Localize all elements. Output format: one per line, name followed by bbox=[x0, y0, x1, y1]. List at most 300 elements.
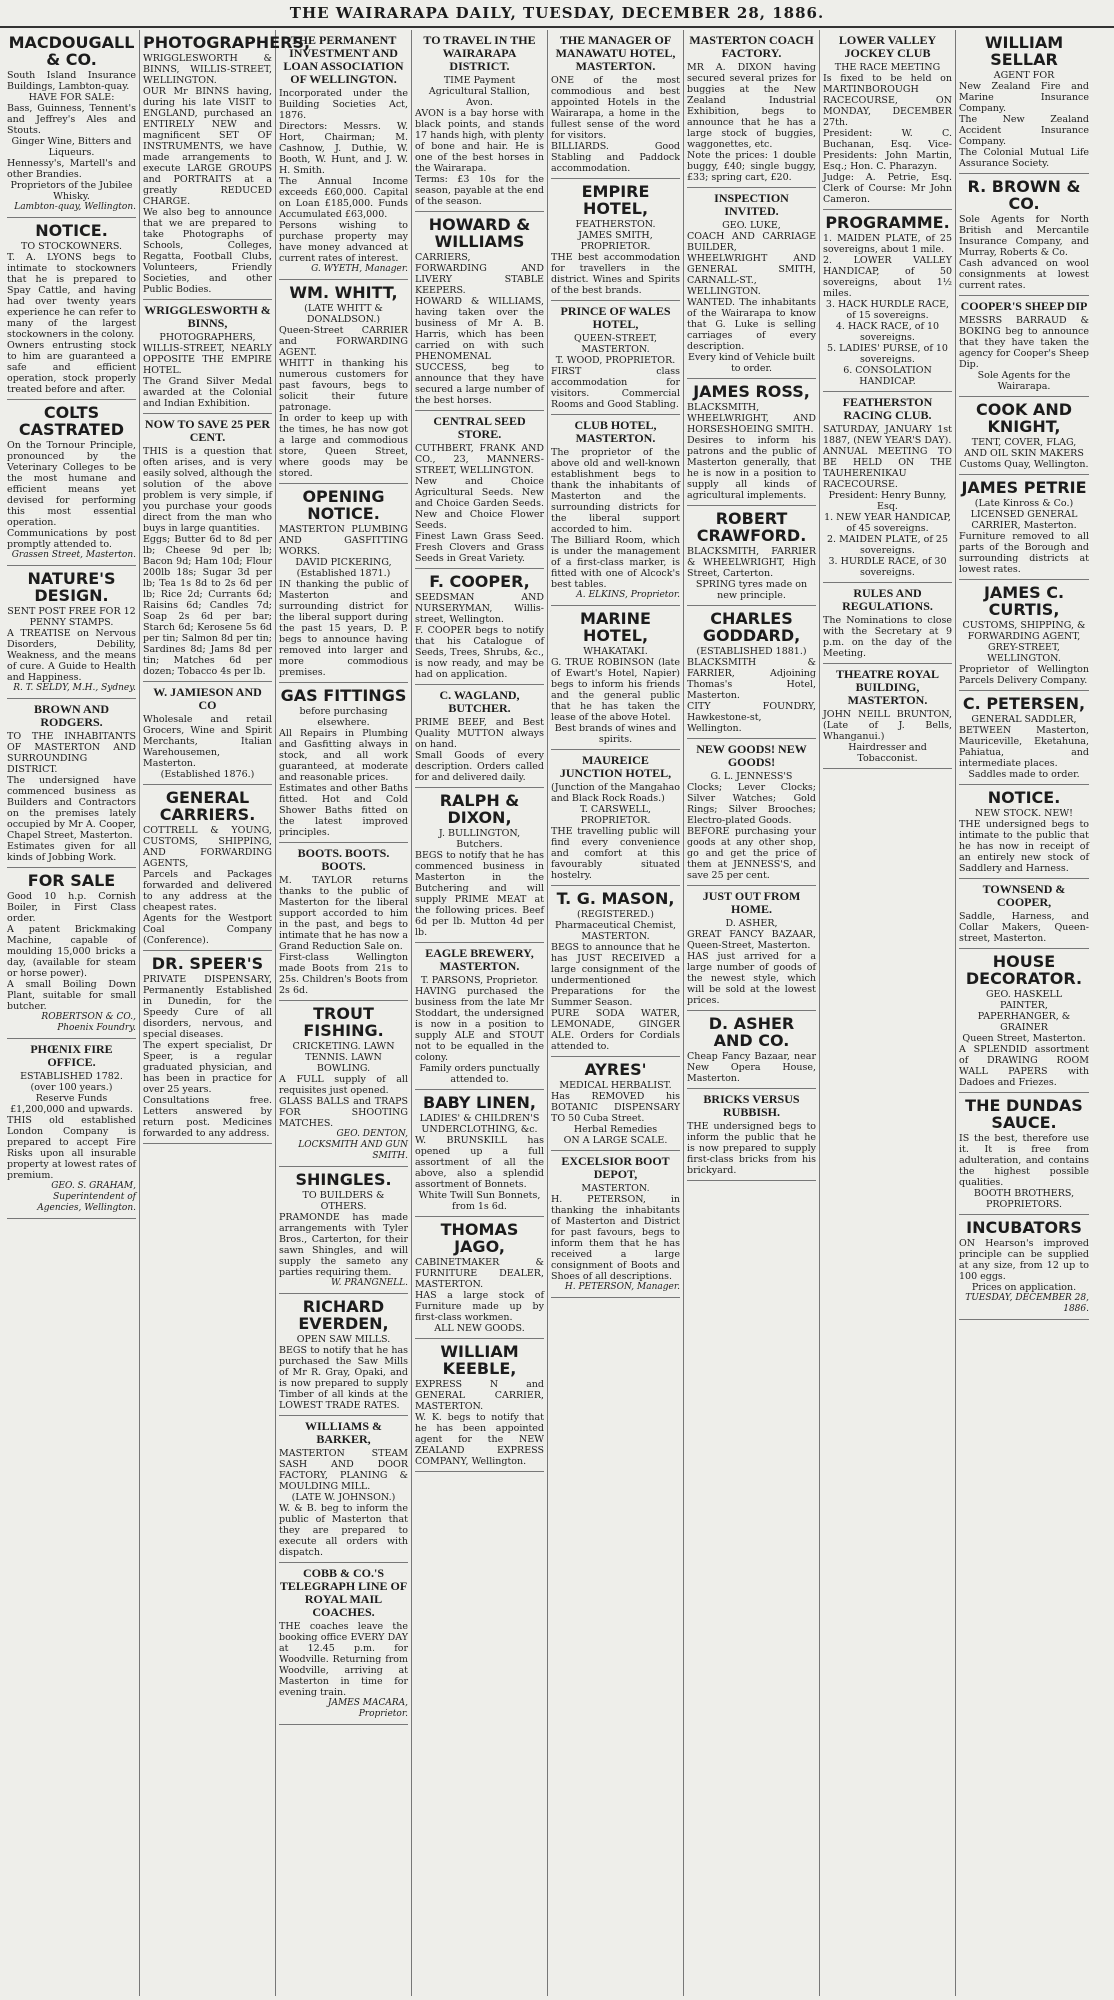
ad-text: New Zealand Fire and Marine Insurance Company. bbox=[959, 81, 1089, 114]
advertisement bbox=[687, 606, 816, 739]
ad-text: Reserve Funds £1,200,000 and upwards. bbox=[10, 1093, 133, 1115]
ad-text: BETWEEN Masterton, Mauriceville, Eketahuna, Pahiatua, and intermediate places. bbox=[959, 725, 1089, 769]
ad-text: TO STOCKOWNERS. bbox=[20, 241, 123, 252]
column-5 bbox=[548, 30, 684, 1996]
ad-text: Judge: A. Petrie, Esq. Clerk of Course: Mr John Cameron. bbox=[823, 172, 952, 205]
column-7 bbox=[820, 30, 956, 1996]
ad-text: CUSTOMS, SHIPPING, & FORWARDING AGENT, bbox=[962, 620, 1086, 642]
ad-text: ON A LARGE SCALE. bbox=[563, 1135, 668, 1146]
ad-heading: TROUT FISHING. bbox=[303, 1004, 384, 1040]
ad-text: CITY FOUNDRY, Hawkestone-st, Wellington. bbox=[687, 701, 816, 734]
advertisement bbox=[959, 30, 1089, 174]
ad-signature: ROBERTSON & CO., Phoenix Foundry. bbox=[41, 1012, 136, 1033]
ad-text: SPRING tyres made on new principle. bbox=[695, 579, 808, 601]
ad-text: Estimates and other Baths fitted. Hot and Cold Shower Baths fitted on the latest improved principles. bbox=[279, 783, 408, 838]
ad-text: TIME Payment Agricultural Stallion, bbox=[428, 75, 531, 97]
ad-heading: PHŒNIX FIRE OFFICE. bbox=[30, 1042, 113, 1069]
ad-text: Agents for the Westport Coal Company (Conference). bbox=[143, 913, 272, 946]
ad-text: WILLIS-STREET, NEARLY OPPOSITE THE EMPIRE HOTEL. bbox=[143, 343, 272, 376]
ad-text: Avon. bbox=[466, 97, 493, 108]
ad-text: Parcels and Packages forwarded and delivered to any address at the cheapest rates. bbox=[143, 869, 272, 913]
ad-text: CUTHBERT, FRANK AND CO., 23, MANNERS-STREET, WELLINGTON. bbox=[415, 443, 544, 476]
ad-heading: F. COOPER, bbox=[429, 572, 530, 591]
ad-text: THE RACE MEETING bbox=[834, 62, 941, 73]
ad-text: HAS a large stock of Furniture made up by first-class workmen. bbox=[415, 1290, 544, 1323]
advertisement bbox=[687, 30, 816, 188]
ad-text: Small Goods of every description. Orders called for and delivered daily. bbox=[415, 750, 544, 783]
ad-signature: H. PETERSON, Manager. bbox=[564, 1282, 680, 1292]
ad-text: THE best accommodation for travellers in the district. Wines and Spirits of the best brands. bbox=[551, 252, 680, 296]
ad-text: BEGS to announce that he has JUST RECEIVED a large consignment of the undermentioned Preparations for the Summer Season. bbox=[551, 942, 680, 1008]
advertisement bbox=[7, 30, 136, 218]
ad-text: BILLIARDS. Good Stabling and Paddock accommodation. bbox=[551, 141, 680, 174]
ad-signature: Lambton-quay, Wellington. bbox=[14, 202, 136, 212]
ad-heading: OPENING NOTICE. bbox=[302, 487, 385, 523]
ad-text: The New Zealand Accident Insurance Company. bbox=[959, 114, 1089, 147]
ad-heading: DR. SPEER'S bbox=[151, 954, 264, 973]
ad-heading: COLTS CASTRATED bbox=[18, 403, 125, 439]
ad-text: DAVID PICKERING, (Established 1871.) bbox=[295, 557, 392, 579]
advertisement bbox=[959, 580, 1089, 691]
ad-heading: NOTICE. bbox=[35, 221, 108, 240]
ad-text: PURE SODA WATER, LEMONADE, GINGER ALE. Orders for Cordials attended to. bbox=[551, 1008, 680, 1052]
ad-heading: W. JAMIESON AND CO bbox=[153, 685, 262, 712]
ad-text: G. L. JENNESS'S bbox=[710, 771, 793, 782]
advertisement bbox=[7, 218, 136, 400]
ad-heading: C. PETERSEN, bbox=[962, 694, 1086, 713]
ad-heading: BOOTS. BOOTS. BOOTS. bbox=[297, 846, 390, 873]
ad-heading: JUST OUT FROM HOME. bbox=[702, 889, 801, 916]
ad-heading: WILLIAM KEEBLE, bbox=[440, 1342, 519, 1378]
ad-heading: BROWN AND RODGERS. bbox=[33, 702, 109, 729]
ad-text: A patent Brickmaking Machine, capable of moulding 15,000 bricks a day, (available for steam or horse power). bbox=[7, 924, 136, 979]
ad-text: FEATHERSTON. bbox=[575, 219, 656, 230]
ad-heading: COOPER'S SHEEP DIP bbox=[960, 299, 1088, 313]
ad-text: 2. MAIDEN PLATE, of 25 sovereigns. bbox=[826, 534, 948, 556]
ad-text: THE coaches leave the booking office EVERY DAY at 12.45 p.m. for Woodville. Returning from Woodville, arriving at Masterton in time for evening train. bbox=[279, 1621, 408, 1698]
ad-text: HAS just arrived for a large number of goods of the newest style, which will be sold at the lowest prices. bbox=[687, 951, 816, 1006]
ad-text: President: Henry Bunny, Esq. bbox=[828, 490, 947, 512]
ad-text: Saddle, Harness, and Collar Makers, Queen-street, Masterton. bbox=[959, 911, 1089, 944]
ad-heading: THEATRE ROYAL BUILDING, MASTERTON. bbox=[835, 667, 940, 707]
advertisement bbox=[7, 868, 136, 1039]
ad-text: On the Tornour Principle, pronounced by the Veterinary Colleges to be the most humane and efficient means yet devised for performing this most essential operation. bbox=[7, 440, 136, 528]
advertisement bbox=[823, 664, 952, 769]
ad-text: Clocks; Lever Clocks; Silver Watches; Gold Rings; Silver Brooches; Electro-plated Goods. bbox=[687, 782, 816, 826]
ad-text: The Nominations to close with the Secretary at 9 p.m. on the day of the Meeting. bbox=[823, 615, 952, 659]
ad-text: TENT, COVER, FLAG, AND OIL SKIN MAKERS bbox=[964, 437, 1084, 459]
ad-heading: THE MANAGER OF MANAWATU HOTEL, MASTERTON. bbox=[555, 33, 676, 73]
ad-heading: WRIGGLESWORTH & BINNS, bbox=[144, 303, 271, 330]
ad-signature: G. WYETH, Manager. bbox=[311, 264, 408, 274]
ad-text: Terms: £3 10s for the season, payable at the end of the season. bbox=[415, 174, 544, 207]
ad-text: GREY-STREET, WELLINGTON. bbox=[987, 642, 1061, 664]
ad-text: BLACKSMITH, WHEELWRIGHT, AND HORSESHOEING SMITH. bbox=[687, 402, 816, 435]
ad-text: MASTERTON PLUMBING AND GASFITTING WORKS. bbox=[279, 524, 408, 557]
ad-text: D. ASHER, bbox=[725, 918, 778, 929]
ad-text: THIS old established London Company is prepared to accept Fire Risks upon all insurable property at lowest rates of premium. bbox=[7, 1115, 136, 1181]
ad-heading: RULES AND REGULATIONS. bbox=[842, 586, 933, 613]
ad-text: (Junction of the Mangahao and Black Rock Roads.) bbox=[551, 782, 680, 804]
ad-text: Finest Lawn Grass Seed. Fresh Clovers and Grass Seeds in Great Variety. bbox=[415, 531, 544, 564]
ad-text: T. PARSONS, Proprietor. bbox=[420, 975, 539, 986]
ad-text: T. CARSWELL, PROPRIETOR. bbox=[579, 804, 652, 826]
ad-text: PRIME BEEF, and Best Quality MUTTON always on hand. bbox=[415, 717, 544, 750]
ad-text: Every kind of Vehicle built to order. bbox=[688, 352, 815, 374]
ad-text: BEFORE purchasing your goods at any other shop, go and get the price of them at JENNESS'S, and save 25 per cent. bbox=[687, 826, 816, 881]
ad-text: GLASS BALLS and TRAPS FOR SHOOTING MATCHES. bbox=[279, 1096, 408, 1129]
ad-text: 6. CONSOLATION HANDICAP. bbox=[843, 365, 932, 387]
ad-text: CRICKETING. LAWN TENNIS. LAWN BOWLING. bbox=[292, 1041, 395, 1074]
ad-text: BEGS to notify that he has purchased the Saw Mills of Mr R. Gray, Opaki, and is now prepared to supply Timber of all kinds at the LOWEST TRADE RATES. bbox=[279, 1345, 408, 1411]
ad-text: MASTERTON. bbox=[581, 1183, 650, 1194]
advertisement bbox=[687, 188, 816, 379]
ad-text: Queen Street, Masterton. bbox=[962, 1033, 1086, 1044]
ad-text: before purchasing elsewhere. bbox=[299, 706, 388, 728]
column-4 bbox=[412, 30, 548, 1996]
ad-text: South Island Insurance Buildings, Lambton-quay. bbox=[7, 70, 136, 92]
ad-text: OUR Mr BINNS having, during his late VISIT to ENGLAND, purchased an ENTIRELY NEW and magnificent SET OF INSTRUMENTS, we have made arrangements to execute LARGE GROUPS and PORTRAITS at a greatly REDUCED CHARGE. bbox=[143, 86, 272, 207]
ad-text: 2. LOWER VALLEY HANDICAP, of 50 sovereigns, about 1½ miles. bbox=[823, 255, 952, 299]
ad-text: We also beg to announce that we are prepared to take Photographs of Schools, Colleges, Regatta, Football Clubs, Volunteers, Friendly Societies, and other Public Bodies. bbox=[143, 207, 272, 295]
ad-text: The undersigned have commenced business as Builders and Contractors on the premises lately occupied by Mr A. Cooper, Chapel Street, Masterton. bbox=[7, 775, 136, 841]
ad-text: White Twill Sun Bonnets, from 1s 6d. bbox=[418, 1190, 541, 1212]
ad-heading: RICHARD EVERDEN, bbox=[298, 1297, 389, 1333]
advertisement bbox=[959, 1215, 1089, 1320]
ad-text: EXPRESS N and GENERAL CARRIER, MASTERTON. bbox=[415, 1379, 544, 1412]
ad-text: The expert specialist, Dr Speer, is a regular graduated physician, and has been in practice for over 25 years. bbox=[143, 1040, 272, 1095]
ad-text: (Established 1876.) bbox=[160, 769, 255, 780]
ad-text: Saddles made to order. bbox=[968, 769, 1080, 780]
ad-text: SATURDAY, JANUARY 1st 1887, (NEW YEAR'S DAY). bbox=[823, 424, 952, 446]
ad-text: AGENT FOR bbox=[993, 70, 1055, 81]
ad-heading: T. G. MASON, bbox=[556, 889, 675, 908]
advertisement bbox=[279, 484, 408, 683]
ad-heading: NATURE'S DESIGN. bbox=[27, 569, 116, 605]
ad-text: Good 10 h.p. Cornish Boiler, in First Class order. bbox=[7, 891, 136, 924]
advertisement bbox=[551, 1151, 680, 1298]
advertisement bbox=[959, 397, 1089, 475]
ad-text: Herbal Remedies bbox=[573, 1124, 658, 1135]
ad-text: Customs Quay, Wellington. bbox=[959, 459, 1089, 470]
ad-text: (REGISTERED.) bbox=[576, 909, 654, 920]
ad-text: WRIGGLESWORTH & BINNS, WILLIS-STREET, WELLINGTON. bbox=[143, 53, 272, 86]
ad-signature: GEO. DENTON, LOCKSMITH AND GUN SMITH. bbox=[298, 1129, 408, 1161]
advertisement bbox=[415, 788, 544, 943]
ad-text: W. K. begs to notify that he has been appointed agent for the NEW ZEALAND EXPRESS COMPANY, Wellington. bbox=[415, 1412, 544, 1467]
ad-heading: JAMES C. CURTIS, bbox=[983, 583, 1065, 619]
advertisement bbox=[959, 475, 1089, 580]
advertisement bbox=[143, 300, 272, 414]
ad-text: (LATE W. JOHNSON.) bbox=[291, 1492, 396, 1503]
advertisement bbox=[415, 30, 544, 212]
ad-signature: TUESDAY, DECEMBER 28, 1886. bbox=[965, 1293, 1089, 1314]
ad-heading: THE PERMANENT INVESTMENT AND LOAN ASSOCIATION OF WELLINGTON. bbox=[283, 33, 404, 86]
ad-heading: HOWARD & WILLIAMS bbox=[428, 215, 531, 251]
advertisement bbox=[279, 1416, 408, 1563]
ad-text: QUEEN-STREET, MASTERTON. bbox=[573, 333, 657, 355]
advertisement bbox=[823, 210, 952, 392]
ad-text: ONE of the most commodious and best appointed Hotels in the Wairarapa, a home in the fullest sense of the word for visitors. bbox=[551, 75, 680, 141]
advertisement bbox=[279, 30, 408, 280]
ad-heading: INCUBATORS bbox=[966, 1218, 1082, 1237]
ad-text: MR A. DIXON having secured several prizes for buggies at the New Zealand Industrial Exhibition, begs to announce that he has a large stock of buggies, waggonettes, etc. bbox=[687, 62, 816, 150]
ad-text: Hairdresser and Tobacconist. bbox=[848, 742, 927, 764]
ad-heading: SHINGLES. bbox=[295, 1170, 392, 1189]
ad-text: A FULL supply of all requisites just opened. bbox=[279, 1074, 408, 1096]
ad-text: WANTED. The inhabitants of the Wairarapa to know that G. Luke is selling carriages of every description. bbox=[687, 297, 816, 352]
ad-text: ESTABLISHED 1782. (over 100 years.) bbox=[20, 1071, 123, 1093]
advertisement bbox=[279, 1167, 408, 1294]
ad-text: Directors: Messrs. W. Hort, Chairman; M. Cashnow, J. Duthie, W. Booth, W. Hunt, and J. W. H. Smith. bbox=[279, 121, 408, 176]
ad-text: THE travelling public will find every convenience and comfort at this favourably situated hostelry. bbox=[551, 826, 680, 881]
ad-heading: GENERAL CARRIERS. bbox=[159, 788, 256, 824]
advertisement bbox=[279, 280, 408, 484]
ad-heading: COBB & CO.'S TELEGRAPH LINE OF ROYAL MAIL COACHES. bbox=[279, 1566, 408, 1619]
ad-text: Pharmaceutical Chemist, MASTERTON. bbox=[554, 920, 677, 942]
ad-heading: PROGRAMME. bbox=[825, 213, 950, 232]
masthead-title: THE WAIRARAPA DAILY, TUESDAY, DECEMBER 28, 1886. bbox=[0, 0, 1114, 28]
advertisement bbox=[687, 379, 816, 506]
ad-text: J. BULLINGTON, Butchers. bbox=[438, 828, 521, 850]
ad-heading: THE DUNDAS SAUCE. bbox=[965, 1096, 1083, 1132]
ad-text: Family orders punctually attended to. bbox=[419, 1063, 540, 1085]
advertisement bbox=[7, 1039, 136, 1219]
ad-text: JAMES SMITH, PROPRIETOR. bbox=[578, 230, 653, 252]
ad-heading: EMPIRE HOTEL, bbox=[581, 182, 650, 218]
ad-text: Note the prices: 1 double buggy, £40; single buggy, £33; spring cart, £20. bbox=[687, 150, 816, 183]
ad-text: CABINETMAKER & FURNITURE DEALER, MASTERTON. bbox=[415, 1257, 544, 1290]
advertisement bbox=[415, 212, 544, 411]
ad-text: (Late Kinross & Co.) bbox=[974, 498, 1074, 509]
ad-heading: FOR SALE bbox=[27, 871, 116, 890]
ad-text: 5. LADIES' PURSE, of 10 sovereigns. bbox=[827, 343, 948, 365]
advertisement bbox=[279, 1563, 408, 1725]
column-8 bbox=[956, 30, 1092, 1996]
ad-text: PHOTOGRAPHERS, bbox=[159, 332, 256, 343]
advertisement bbox=[959, 785, 1089, 879]
ad-text: Is fixed to be held on MARTINBOROUGH RACECOURSE, ON MONDAY, DECEMBER 27th. bbox=[823, 73, 952, 128]
ad-heading: BRICKS VERSUS RUBBISH. bbox=[703, 1092, 800, 1119]
ad-text: Proprietor of Wellington Parcels Delivery Company. bbox=[959, 664, 1089, 686]
ad-heading: EAGLE BREWERY, MASTERTON. bbox=[425, 946, 534, 973]
ad-text: CARRIERS, FORWARDING AND LIVERY STABLE KEEPERS. bbox=[415, 252, 544, 296]
ad-text: T. WOOD, PROPRIETOR. bbox=[555, 355, 676, 366]
ad-text: 4. HACK RACE, of 10 sovereigns. bbox=[835, 321, 940, 343]
ad-text: PAINTER, PAPERHANGER, & GRAINER bbox=[977, 1000, 1071, 1033]
ad-text: Wholesale and retail Grocers, Wine and Spirit Merchants, Italian Warehousemen, Masterton. bbox=[143, 714, 272, 769]
ad-text: 1. NEW YEAR HANDICAP, of 45 sovereigns. bbox=[824, 512, 951, 534]
ad-heading: TOWNSEND & COOPER, bbox=[982, 882, 1066, 909]
ad-signature: R. T. SELDY, M.H., Sydney. bbox=[13, 683, 136, 693]
ad-text: HOWARD & WILLIAMS, having taken over the business of Mr A. B. Harris, which has been carried on with such PHENOMENAL SUCCESS, beg to announce that they have secured a large number of the best horses. bbox=[415, 296, 544, 406]
ad-text: BOOTH BROTHERS, PROPRIETORS. bbox=[973, 1188, 1075, 1210]
advertisement bbox=[959, 1093, 1089, 1215]
ad-text: ALL NEW GOODS. bbox=[434, 1323, 525, 1334]
ad-text: Prices on application. bbox=[971, 1282, 1077, 1293]
ad-text: 1. MAIDEN PLATE, of 25 sovereigns, about 1 mile. bbox=[823, 233, 952, 255]
columns-container bbox=[4, 30, 1110, 1996]
ad-text: New and Choice Agricultural Seeds. New and Choice Garden Seeds. New and Choice Flower Seeds. bbox=[415, 476, 544, 531]
ad-text: In order to keep up with the times, he has now got a large and commodious store, Queen Street, where goods may be stored. bbox=[279, 413, 408, 479]
advertisement bbox=[551, 301, 680, 415]
ad-heading: WM. WHITT, bbox=[289, 283, 398, 302]
ad-heading: RALPH & DIXON, bbox=[439, 791, 520, 827]
ad-text: Furniture removed to all parts of the Borough and surrounding districts at lowest rates. bbox=[959, 531, 1089, 575]
ad-heading: MARINE HOTEL, bbox=[580, 609, 651, 645]
ad-heading: MAUREICE JUNCTION HOTEL, bbox=[559, 753, 672, 780]
ad-text: Queen-Street CARRIER and FORWARDING AGENT. bbox=[279, 325, 408, 358]
ad-heading: LOWER VALLEY JOCKEY CLUB bbox=[838, 33, 937, 60]
advertisement bbox=[7, 699, 136, 868]
ad-text: IS the best, therefore use it. It is free from adulteration, and contains the highest possible qualities. bbox=[959, 1133, 1089, 1188]
ad-heading: EXCELSIOR BOOT DEPOT, bbox=[561, 1154, 670, 1181]
ad-text: The Billiard Room, which is under the management of a first-class marker, is fitted with one of Alcock's best tables. bbox=[551, 535, 680, 590]
ad-heading: HOUSE DECORATOR. bbox=[965, 952, 1083, 988]
ad-text: TO BUILDERS & OTHERS. bbox=[302, 1190, 385, 1212]
ad-text: ON Hearson's improved principle can be supplied at any size, from 12 up to 100 eggs. bbox=[959, 1238, 1089, 1282]
ad-text: NEW STOCK. NEW! bbox=[975, 808, 1073, 819]
ad-heading: GAS FITTINGS bbox=[280, 686, 407, 705]
advertisement bbox=[551, 750, 680, 886]
advertisement bbox=[823, 392, 952, 583]
ad-text: GREAT FANCY BAZAAR, Queen-Street, Masterton. bbox=[687, 929, 816, 951]
ad-heading: WILLIAM SELLAR bbox=[984, 33, 1064, 69]
ad-text: W. & B. beg to inform the public of Masterton that they are prepared to execute all orders with dispatch. bbox=[279, 1503, 408, 1558]
ad-text: 3. HURDLE RACE, of 30 sovereigns. bbox=[828, 556, 947, 578]
ad-text: GEO. LUKE, bbox=[722, 220, 781, 231]
ad-heading: NOTICE. bbox=[987, 788, 1061, 807]
ad-heading: PRINCE OF WALES HOTEL, bbox=[560, 304, 671, 331]
ad-text: Proprietors of the Jubilee Whisky. bbox=[10, 180, 133, 202]
ad-heading: CENTRAL SEED STORE. bbox=[433, 414, 526, 441]
ad-heading: CHARLES GODDARD, bbox=[702, 609, 801, 645]
advertisement bbox=[959, 174, 1089, 296]
ad-text: WHAKATAKI. bbox=[583, 646, 648, 657]
ad-heading: ROBERT CRAWFORD. bbox=[696, 509, 807, 545]
advertisement bbox=[7, 400, 136, 566]
ad-heading: PHOTOGRAPHERS, bbox=[143, 33, 311, 52]
ad-text: COACH AND CARRIAGE BUILDER, WHEELWRIGHT AND GENERAL SMITH, CARNALL-ST., WELLINGTON. bbox=[687, 231, 816, 297]
ad-text: A SPLENDID assortment of DRAWING ROOM WALL PAPERS with Dadoes and Friezes. bbox=[959, 1044, 1089, 1088]
column-1 bbox=[4, 30, 140, 1996]
ad-heading: MASTERTON COACH FACTORY. bbox=[689, 33, 814, 60]
ad-text: Estimates given for all kinds of Jobbing Work. bbox=[7, 841, 136, 863]
ad-text: M. TAYLOR returns thanks to the public of Masterton for the liberal support accorded to him in the past, and begs to intimate that he has now a Grand Reduction Sale on. bbox=[279, 875, 408, 952]
ad-text: JOHN NEILL BRUNTON, (Late of J. Bells, Whanganui.) bbox=[823, 709, 952, 742]
advertisement bbox=[415, 1217, 544, 1339]
ad-text: The Colonial Mutual Life Assurance Society. bbox=[959, 147, 1089, 169]
ad-signature: Grassen Street, Masterton. bbox=[11, 550, 136, 560]
advertisement bbox=[959, 879, 1089, 949]
ad-text: Consultations free. Letters answered by return post. Medicines forwarded to any address. bbox=[143, 1095, 272, 1139]
advertisement bbox=[415, 411, 544, 569]
ad-heading: TO TRAVEL IN THE WAIRARAPA DISTRICT. bbox=[423, 33, 536, 73]
ad-heading: FEATHERSTON RACING CLUB. bbox=[842, 395, 933, 422]
ad-text: G. TRUE ROBINSON (late of Ewart's Hotel, Napier) begs to inform his friends and the general public that he has taken the lease of the above Hotel. bbox=[551, 657, 680, 723]
advertisement bbox=[7, 566, 136, 699]
advertisement bbox=[687, 1011, 816, 1089]
ad-text: A TREATISE on Nervous Disorders, Debility, Weakness, and the means of cure. A Guide to Health and Happiness. bbox=[7, 628, 136, 683]
ad-heading: R. BROWN & CO. bbox=[967, 177, 1081, 213]
ad-text: Cash advanced on wool consignments at lowest current rates. bbox=[959, 258, 1089, 291]
advertisement bbox=[551, 415, 680, 606]
advertisement bbox=[959, 949, 1089, 1093]
ad-text: Communications by post promptly attended to. bbox=[7, 528, 136, 550]
ad-text: Ginger Wine, Bitters and Liqueurs. bbox=[11, 136, 132, 158]
advertisement bbox=[415, 1090, 544, 1217]
ad-text: 3. HACK HURDLE RACE, of 15 sovereigns. bbox=[825, 299, 950, 321]
ad-text: WHITT in thanking his numerous customers for past favours, begs to solicit their future patronage. bbox=[279, 358, 408, 413]
ad-heading: JAMES ROSS, bbox=[693, 382, 810, 401]
advertisement bbox=[143, 785, 272, 951]
ad-text: PRIVATE DISPENSARY, Permanently Established in Dunedin, for the Speedy Cure of all disorders, nervous, and special diseases. bbox=[143, 974, 272, 1040]
advertisement bbox=[551, 30, 680, 179]
ad-text: Best brands of wines and spirits. bbox=[554, 723, 677, 745]
ad-text: Eggs; Butter 6d to 8d per lb; Cheese 9d per lb; Bacon 9d; Ham 10d; Flour 200lb 18s; Sugar 3d per lb; Tea 1s 8d to 2s 6d per lb; Rice 2d; Currants 6d; Raisins 6d; Candles 7d; Soap 2s 6d per bar; Starch 6d; Kerosene 5s 6d per tin; Salmon 8d per tin; Sardines 8d; Jams 8d per tin; Matches 6d per dozen; Tobacco 4s per lb. bbox=[143, 534, 272, 677]
column-3 bbox=[276, 30, 412, 1996]
advertisement bbox=[687, 886, 816, 1011]
ad-text: Owners entrusting stock to him are guaranteed a safe and efficient operation, stock properly treated before and after. bbox=[7, 340, 136, 395]
column-2 bbox=[140, 30, 311, 1996]
ad-signature: JAMES MACARA, Proprietor. bbox=[327, 1698, 408, 1719]
advertisement bbox=[687, 739, 816, 886]
ad-text: Hennessy's, Martell's and other Brandies. bbox=[7, 158, 136, 180]
advertisement bbox=[551, 886, 680, 1057]
ad-heading: BABY LINEN, bbox=[423, 1093, 536, 1112]
ad-text: W. BRUNSKILL has opened up a full assortment of all the above, also a splendid assortment of Bonnets. bbox=[415, 1135, 544, 1190]
ad-signature: W. PRANGNELL. bbox=[330, 1278, 408, 1288]
ad-text: (ESTABLISHED 1881.) bbox=[696, 646, 807, 657]
ad-text: President: W. C. Buchanan, Esq. Vice-Presidents: John Martin, Esq.; Hon. C. Pharazyn. bbox=[823, 128, 952, 172]
ad-heading: C. WAGLAND, BUTCHER. bbox=[439, 688, 520, 715]
ad-text: Persons wishing to purchase property may have money advanced at current rates of interest. bbox=[279, 220, 408, 264]
column-6 bbox=[684, 30, 820, 1996]
advertisement bbox=[551, 179, 680, 301]
ad-text: All Repairs in Plumbing and Gasfitting always in stock, and all work guaranteed, at moderate and reasonable prices. bbox=[279, 728, 408, 783]
advertisement bbox=[551, 1057, 680, 1151]
ad-text: Has REMOVED his BOTANIC DISPENSARY TO 50 Cuba Street. bbox=[551, 1091, 680, 1124]
ad-text: Sole Agents for the Wairarapa. bbox=[977, 370, 1071, 392]
ad-text: The Grand Silver Medal awarded at the Colonial and Indian Exhibition. bbox=[143, 376, 272, 409]
ad-text: The proprietor of the above old and well-known establishment begs to thank the inhabitants of Masterton and the surrounding districts for the liberal support accorded to him. bbox=[551, 447, 680, 535]
advertisement bbox=[279, 683, 408, 843]
ad-text: THIS is a question that often arises, and is very easily solved, although the solution of the above problem is very simple, if you purchase your goods direct from the man who buys in large quantities. bbox=[143, 446, 272, 534]
ad-text: Desires to inform his patrons and the public of Masterton generally, that he is now in a position to supply all kinds of agricultural implements. bbox=[687, 435, 816, 501]
ad-text: COTTRELL & YOUNG, CUSTOMS, SHIPPING, AND FORWARDING AGENTS, bbox=[143, 825, 272, 869]
ad-text: HAVING purchased the business from the late Mr Stoddart, the undersigned is now in a position to supply ALE and STOUT not to be equalled in the colony. bbox=[415, 986, 544, 1063]
ad-heading: THOMAS JAGO, bbox=[440, 1220, 519, 1256]
ad-text: HAVE FOR SALE: bbox=[28, 92, 115, 103]
ad-text: THE undersigned begs to inform the public that he is now prepared to supply first-class bricks from his brickyard. bbox=[687, 1121, 816, 1176]
ad-text: T. A. LYONS begs to intimate to stockowners that he is prepared to Spay Cattle, and having had over twenty years experience he can refer to many of the largest stockowners in the colony. bbox=[7, 252, 136, 340]
ad-text: LADIES' & CHILDREN'S UNDERCLOTHING, &c. bbox=[419, 1113, 540, 1135]
ad-heading: MACDOUGALL & CO. bbox=[8, 33, 135, 69]
advertisement bbox=[415, 685, 544, 788]
ad-text: SEEDSMAN AND NURSERYMAN, Willis-street, Wellington. bbox=[415, 592, 544, 625]
advertisement bbox=[823, 30, 952, 210]
advertisement bbox=[279, 1001, 408, 1167]
advertisement bbox=[415, 569, 544, 685]
ad-text: The Annual Income exceeds £60,000. Capital on Loan £185,000. Funds Accumulated £63,000. bbox=[279, 176, 408, 220]
advertisement bbox=[279, 1294, 408, 1416]
ad-signature: A. ELKINS, Proprietor. bbox=[576, 590, 680, 600]
advertisement bbox=[551, 606, 680, 750]
ad-text: IN thanking the public of Masterton and surrounding district for the liberal support during the past 15 years, D. P. begs to announce having removed into larger and more commodious premises. bbox=[279, 579, 408, 678]
ad-text: Cheap Fancy Bazaar, near New Opera House, Masterton. bbox=[687, 1051, 816, 1084]
ad-text: MASTERTON STEAM SASH AND DOOR FACTORY, PLANING & MOULDING MILL. bbox=[279, 1448, 408, 1492]
ad-text: A small Boiling Down Plant, suitable for small butcher. bbox=[7, 979, 136, 1012]
